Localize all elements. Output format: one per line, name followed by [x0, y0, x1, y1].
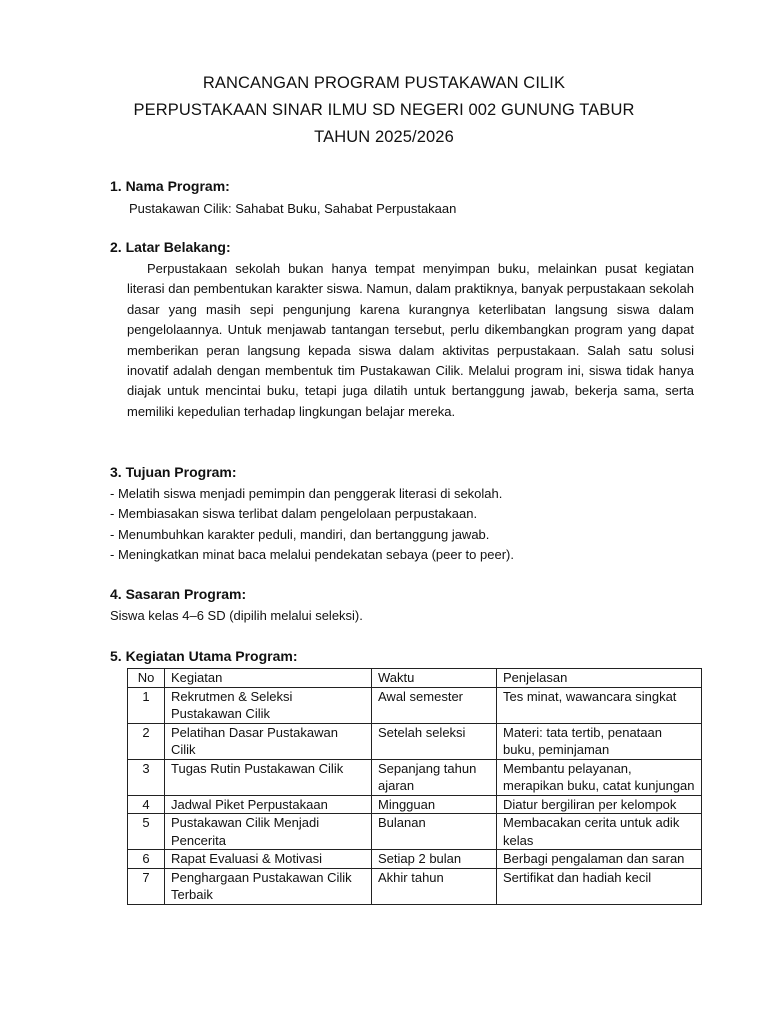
cell-no: 3: [128, 759, 165, 795]
cell-waktu: Setelah seleksi: [372, 723, 497, 759]
section-heading-nama: 1. Nama Program:: [110, 178, 230, 194]
cell-waktu: Setiap 2 bulan: [372, 850, 497, 869]
section-heading-kegiatan: 5. Kegiatan Utama Program:: [110, 648, 298, 664]
table-row: [128, 759, 702, 795]
cell-kegiatan: Rapat Evaluasi & Motivasi: [165, 850, 372, 869]
title-line-2: PERPUSTAKAAN SINAR ILMU SD NEGERI 002 GUNUNG TABUR: [133, 101, 635, 119]
cell-penjelasan: Berbagi pengalaman dan saran: [497, 850, 702, 869]
cell-penjelasan: Materi: tata tertib, penataan buku, peminjaman: [497, 723, 702, 759]
cell-penjelasan: Sertifikat dan hadiah kecil: [497, 868, 702, 904]
cell-waktu: Akhir tahun: [372, 868, 497, 904]
background-paragraph: Perpustakaan sekolah bukan hanya tempat menyimpan buku, melainkan pusat kegiatan literasi dan pembentukan karakter siswa. Namun, dalam praktiknya, banyak perpustakaan sekolah dasar yang masih sepi pengunjung karena kurangnya keterlibatan langsung siswa dalam pengelolaannya. Untuk menjawab tantangan tersebut, perlu dikembangkan program yang dapat memberikan peran langsung kepada siswa dalam aktivitas perpustakaan. Salah satu solusi inovatif adalah dengan membentuk tim Pustakawan Cilik. Melalui program ini, siswa tidak hanya diajak untuk mencintai buku, tetapi juga dilatih untuk bertanggung jawab, bekerja sama, serta memiliki kepedulian terhadap lingkungan belajar mereka.: [127, 261, 694, 419]
cell-kegiatan: Pelatihan Dasar Pustakawan Cilik: [165, 723, 372, 759]
cell-kegiatan: Pustakawan Cilik Menjadi Pencerita: [165, 814, 372, 850]
column-header-penjelasan: Penjelasan: [497, 669, 702, 688]
section-heading-latar: 2. Latar Belakang:: [110, 239, 231, 255]
target-text: Siswa kelas 4–6 SD (dipilih melalui seleksi).: [110, 608, 363, 623]
column-header-waktu: Waktu: [372, 669, 497, 688]
activities-table: [127, 668, 702, 905]
cell-penjelasan: Membantu pelayanan, merapikan buku, catat kunjungan: [497, 759, 702, 795]
cell-no: 6: [128, 850, 165, 869]
cell-kegiatan: Rekrutmen & Seleksi Pustakawan Cilik: [165, 687, 372, 723]
list-item: - Meningkatkan minat baca melalui pendekatan sebaya (peer to peer).: [110, 546, 514, 562]
cell-no: 1: [128, 687, 165, 723]
cell-waktu: Sepanjang tahun ajaran: [372, 759, 497, 795]
table-row: [128, 723, 702, 759]
objectives-list: [110, 484, 514, 565]
column-header-kegiatan: Kegiatan: [165, 669, 372, 688]
title-line-1: RANCANGAN PROGRAM PUSTAKAWAN CILIK: [202, 74, 566, 92]
program-name-text: Pustakawan Cilik: Sahabat Buku, Sahabat Perpustakaan: [129, 201, 457, 216]
cell-waktu: Bulanan: [372, 814, 497, 850]
table-row: [128, 795, 702, 814]
table-row: [128, 687, 702, 723]
table-row: [128, 850, 702, 869]
list-item: - Membiasakan siswa terlibat dalam pengelolaan perpustakaan.: [110, 506, 478, 522]
cell-no: 7: [128, 868, 165, 904]
cell-no: 2: [128, 723, 165, 759]
cell-kegiatan: Penghargaan Pustakawan Cilik Terbaik: [165, 868, 372, 904]
table-header-row: [128, 669, 702, 688]
list-item: - Menumbuhkan karakter peduli, mandiri, dan bertanggung jawab.: [110, 526, 490, 542]
section-heading-sasaran: 4. Sasaran Program:: [110, 586, 247, 602]
cell-kegiatan: Tugas Rutin Pustakawan Cilik: [165, 759, 372, 795]
cell-no: 4: [128, 795, 165, 814]
cell-penjelasan: Tes minat, wawancara singkat: [497, 687, 702, 723]
cell-kegiatan: Jadwal Piket Perpustakaan: [165, 795, 372, 814]
cell-penjelasan: Membacakan cerita untuk adik kelas: [497, 814, 702, 850]
table-row: [128, 814, 702, 850]
cell-waktu: Awal semester: [372, 687, 497, 723]
column-header-no: No: [128, 669, 165, 688]
cell-no: 5: [128, 814, 165, 850]
list-item: - Melatih siswa menjadi pemimpin dan penggerak literasi di sekolah.: [110, 486, 503, 501]
document-title: [0, 70, 768, 151]
title-line-3: TAHUN 2025/2026: [314, 128, 454, 146]
section-heading-tujuan: 3. Tujuan Program:: [110, 464, 237, 480]
cell-waktu: Mingguan: [372, 795, 497, 814]
table-row: [128, 868, 702, 904]
cell-penjelasan: Diatur bergiliran per kelompok: [497, 795, 702, 814]
